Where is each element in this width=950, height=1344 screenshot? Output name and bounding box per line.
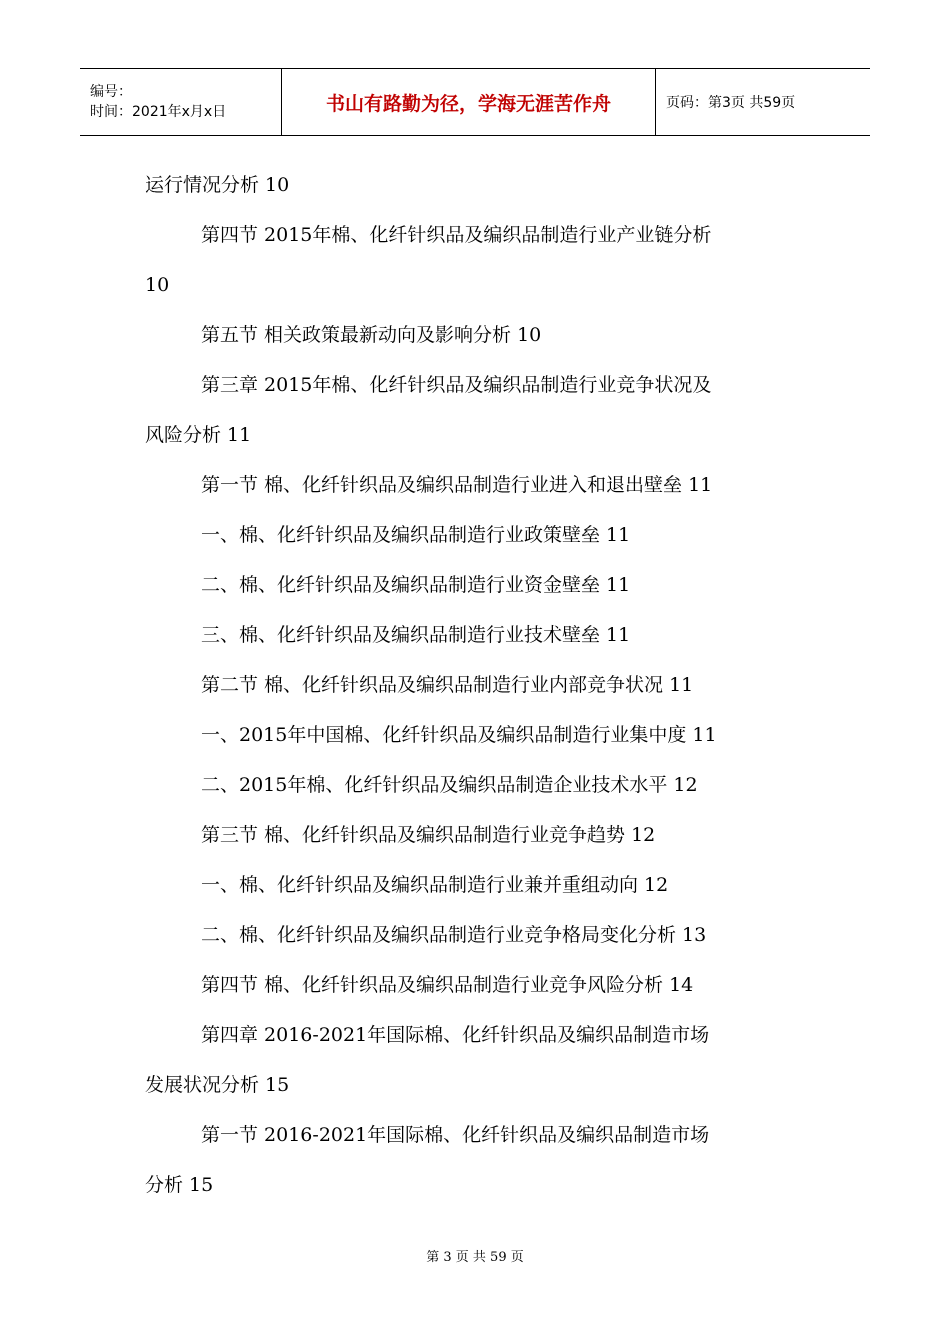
toc-entry: 第三章 2015年棉、化纤针织品及编织品制造行业竞争状况及 [201, 374, 712, 396]
toc-entry: 第二节 棉、化纤针织品及编织品制造行业内部竞争状况 11 [201, 674, 694, 696]
toc-entry: 发展状况分析 15 [145, 1074, 290, 1096]
toc-entry: 10 [145, 274, 170, 296]
header-meta-cell [80, 69, 282, 135]
toc-entry: 第四节 2015年棉、化纤针织品及编织品制造行业产业链分析 [201, 224, 712, 246]
toc-entry: 三、棉、化纤针织品及编织品制造行业技术壁垒 11 [201, 624, 631, 646]
document-date-label: 时间：2021年x月x日 [90, 104, 227, 120]
document-header [80, 68, 870, 136]
toc-entry: 第一节 棉、化纤针织品及编织品制造行业进入和退出壁垒 11 [201, 474, 713, 496]
page-footer: 第 3 页 共 59 页 [426, 1250, 524, 1265]
toc-entry: 第三节 棉、化纤针织品及编织品制造行业竞争趋势 12 [201, 824, 656, 846]
toc-entry: 二、2015年棉、化纤针织品及编织品制造企业技术水平 12 [201, 774, 698, 796]
table-of-contents [145, 160, 815, 1210]
toc-entry: 运行情况分析 10 [145, 174, 290, 196]
document-number-label: 编号： [90, 84, 132, 100]
toc-entry: 第四章 2016-2021年国际棉、化纤针织品及编织品制造市场 [201, 1024, 710, 1046]
toc-entry: 分析 15 [145, 1174, 214, 1196]
header-motto-cell [282, 69, 656, 135]
toc-entry: 一、棉、化纤针织品及编织品制造行业政策壁垒 11 [201, 524, 631, 546]
header-page-cell [656, 69, 870, 135]
toc-entry: 风险分析 11 [145, 424, 252, 446]
toc-entry: 二、棉、化纤针织品及编织品制造行业竞争格局变化分析 13 [201, 924, 707, 946]
header-motto: 书山有路勤为径，学海无涯苦作舟 [325, 92, 611, 115]
toc-entry: 第五节 相关政策最新动向及影响分析 10 [201, 324, 542, 346]
toc-entry: 第一节 2016-2021年国际棉、化纤针织品及编织品制造市场 [201, 1124, 710, 1146]
header-page-info: 页码：第3页 共59页 [666, 95, 796, 111]
toc-entry: 二、棉、化纤针织品及编织品制造行业资金壁垒 11 [201, 574, 631, 596]
toc-entry: 一、2015年中国棉、化纤针织品及编织品制造行业集中度 11 [201, 724, 717, 746]
toc-entry: 第四节 棉、化纤针织品及编织品制造行业竞争风险分析 14 [201, 974, 694, 996]
toc-entry: 一、棉、化纤针织品及编织品制造行业兼并重组动向 12 [201, 874, 669, 896]
